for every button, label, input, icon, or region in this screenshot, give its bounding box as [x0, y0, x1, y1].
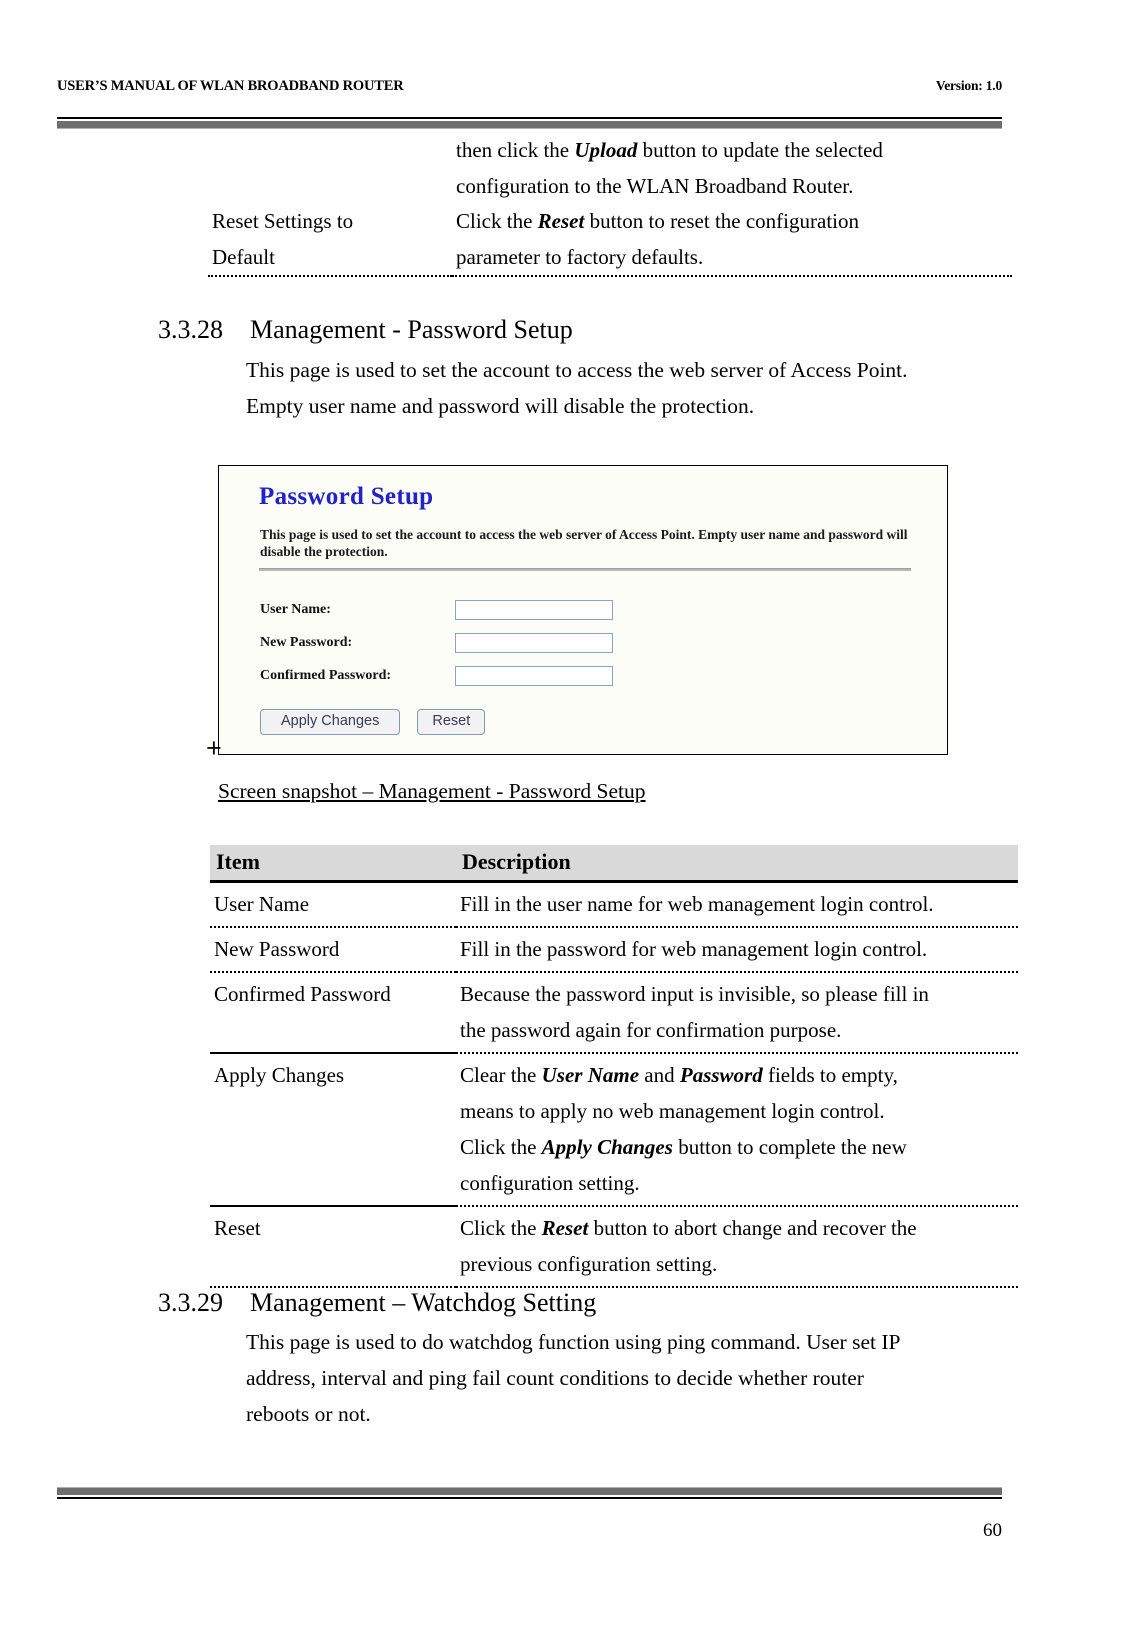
desc-line: Because the password input is invisible, so please fill in — [460, 982, 929, 1006]
desc-text: then click the — [456, 138, 575, 162]
desc-emphasis-upload: Upload — [574, 138, 638, 162]
table-row — [210, 1053, 1018, 1206]
table-cell-item — [208, 133, 452, 204]
table-cell-description — [456, 1206, 1018, 1287]
paragraph-line: This page is used to set the account to access the web server of Access Point. — [246, 358, 908, 382]
table-header-row — [210, 845, 1018, 882]
table-cell-item: New Password — [210, 927, 456, 972]
table-cell-description — [456, 1053, 1018, 1206]
paragraph-line: reboots or not. — [246, 1402, 371, 1426]
desc-text: Clear the — [460, 1063, 542, 1087]
table-row — [210, 927, 1018, 972]
desc-text: button to complete the new — [672, 1135, 907, 1159]
column-header-description: Description — [456, 845, 1018, 882]
table-cell-item: Reset — [210, 1206, 456, 1287]
desc-text: and — [639, 1063, 680, 1087]
table-cell-description — [452, 133, 1012, 204]
table-cell-item — [208, 204, 452, 275]
panel-title: Password Setup — [259, 483, 434, 510]
desc-emphasis-reset: Reset — [541, 1216, 589, 1240]
desc-text: button to update the selected — [637, 138, 883, 162]
table-cell-item: User Name — [210, 882, 456, 928]
confirmed-password-input[interactable] — [455, 666, 613, 686]
footer-rule — [57, 1487, 1002, 1499]
figure-caption: Screen snapshot – Management - Password Setup — [218, 779, 646, 803]
table-row — [210, 882, 1018, 928]
table-cell-item: Confirmed Password — [210, 972, 456, 1053]
panel-button-row — [260, 709, 485, 735]
user-name-input[interactable] — [455, 600, 613, 620]
paragraph-line: Empty user name and password will disable the protection. — [246, 394, 755, 418]
table-row-separator — [208, 275, 1012, 276]
column-header-item: Item — [210, 845, 456, 882]
table-cell-description — [456, 972, 1018, 1053]
desc-text: parameter to factory defaults. — [456, 244, 704, 269]
desc-text: Click the — [460, 1216, 542, 1240]
panel-intro-text: This page is used to set the account to access the web server of Access Point. Empty user name and password will disable the protection. — [260, 527, 908, 559]
table-cell-item: Apply Changes — [210, 1053, 456, 1206]
form-row-confirmed-password — [260, 659, 900, 692]
continued-description-table — [208, 133, 1012, 277]
table-row — [208, 133, 1012, 204]
confirmed-password-label: Confirmed Password: — [260, 667, 392, 683]
table-row — [208, 204, 1012, 275]
section-heading-3-3-28 — [158, 315, 573, 345]
item-description-table — [210, 845, 1018, 1288]
footer-rule-thick-bar — [57, 1487, 1002, 1495]
section-number: 3.3.29 — [158, 1288, 223, 1317]
header-manual-title: USER’S MANUAL OF WLAN BROADBAND ROUTER — [57, 78, 404, 94]
desc-text: Click the — [456, 209, 538, 233]
desc-text: Click the — [460, 1135, 542, 1159]
table-row — [210, 1206, 1018, 1287]
header-version: Version: 1.0 — [935, 78, 1002, 93]
section-number: 3.3.28 — [158, 315, 223, 344]
paragraph-line: This page is used to do watchdog function using ping command. User set IP — [246, 1330, 901, 1354]
panel-divider — [259, 568, 911, 571]
form-row-new-password — [260, 626, 900, 659]
table-cell-description: Fill in the user name for web management login control. — [456, 882, 1018, 928]
desc-text: configuration to the WLAN Broadband Router. — [456, 173, 854, 198]
section-heading-3-3-29 — [158, 1288, 596, 1318]
desc-emphasis-reset: Reset — [537, 209, 585, 233]
item-label: Default — [212, 244, 275, 269]
page-number: 60 — [983, 1520, 1002, 1541]
paragraph-line: address, interval and ping fail count conditions to decide whether router — [246, 1366, 864, 1390]
table-row — [210, 972, 1018, 1053]
desc-line: means to apply no web management login control. — [460, 1099, 885, 1123]
router-screenshot-panel — [218, 465, 948, 755]
desc-emphasis-apply-changes: Apply Changes — [541, 1135, 673, 1159]
apply-changes-button[interactable]: Apply Changes — [260, 709, 400, 735]
section-29-paragraph — [246, 1324, 1006, 1432]
reset-button[interactable]: Reset — [417, 709, 485, 735]
desc-emphasis-user-name: User Name — [541, 1063, 640, 1087]
desc-line: configuration setting. — [460, 1171, 640, 1195]
desc-emphasis-password: Password — [679, 1063, 763, 1087]
desc-line: previous configuration setting. — [460, 1252, 718, 1276]
desc-text: button to abort change and recover the — [588, 1216, 917, 1240]
desc-line: the password again for confirmation purpose. — [460, 1018, 842, 1042]
password-setup-form — [260, 593, 900, 692]
section-title: Management - Password Setup — [250, 315, 573, 344]
new-password-input[interactable] — [455, 633, 613, 653]
header-rule-thick-bar — [57, 121, 1002, 129]
user-name-label: User Name: — [260, 601, 331, 617]
item-label: Reset Settings to — [212, 209, 354, 233]
section-title: Management – Watchdog Setting — [250, 1288, 597, 1317]
new-password-label: New Password: — [260, 634, 353, 650]
form-row-user-name — [260, 593, 900, 626]
crop-plus-mark: + — [206, 733, 222, 763]
desc-text: button to reset the configuration — [584, 209, 859, 233]
section-28-paragraph — [246, 352, 1006, 424]
desc-text: fields to empty, — [762, 1063, 898, 1087]
table-cell-description: Fill in the password for web management login control. — [456, 927, 1018, 972]
header-rule — [57, 117, 1002, 129]
table-cell-description — [452, 204, 1012, 275]
footer-rule-thin-line — [57, 1497, 1002, 1499]
document-header — [57, 78, 1002, 95]
